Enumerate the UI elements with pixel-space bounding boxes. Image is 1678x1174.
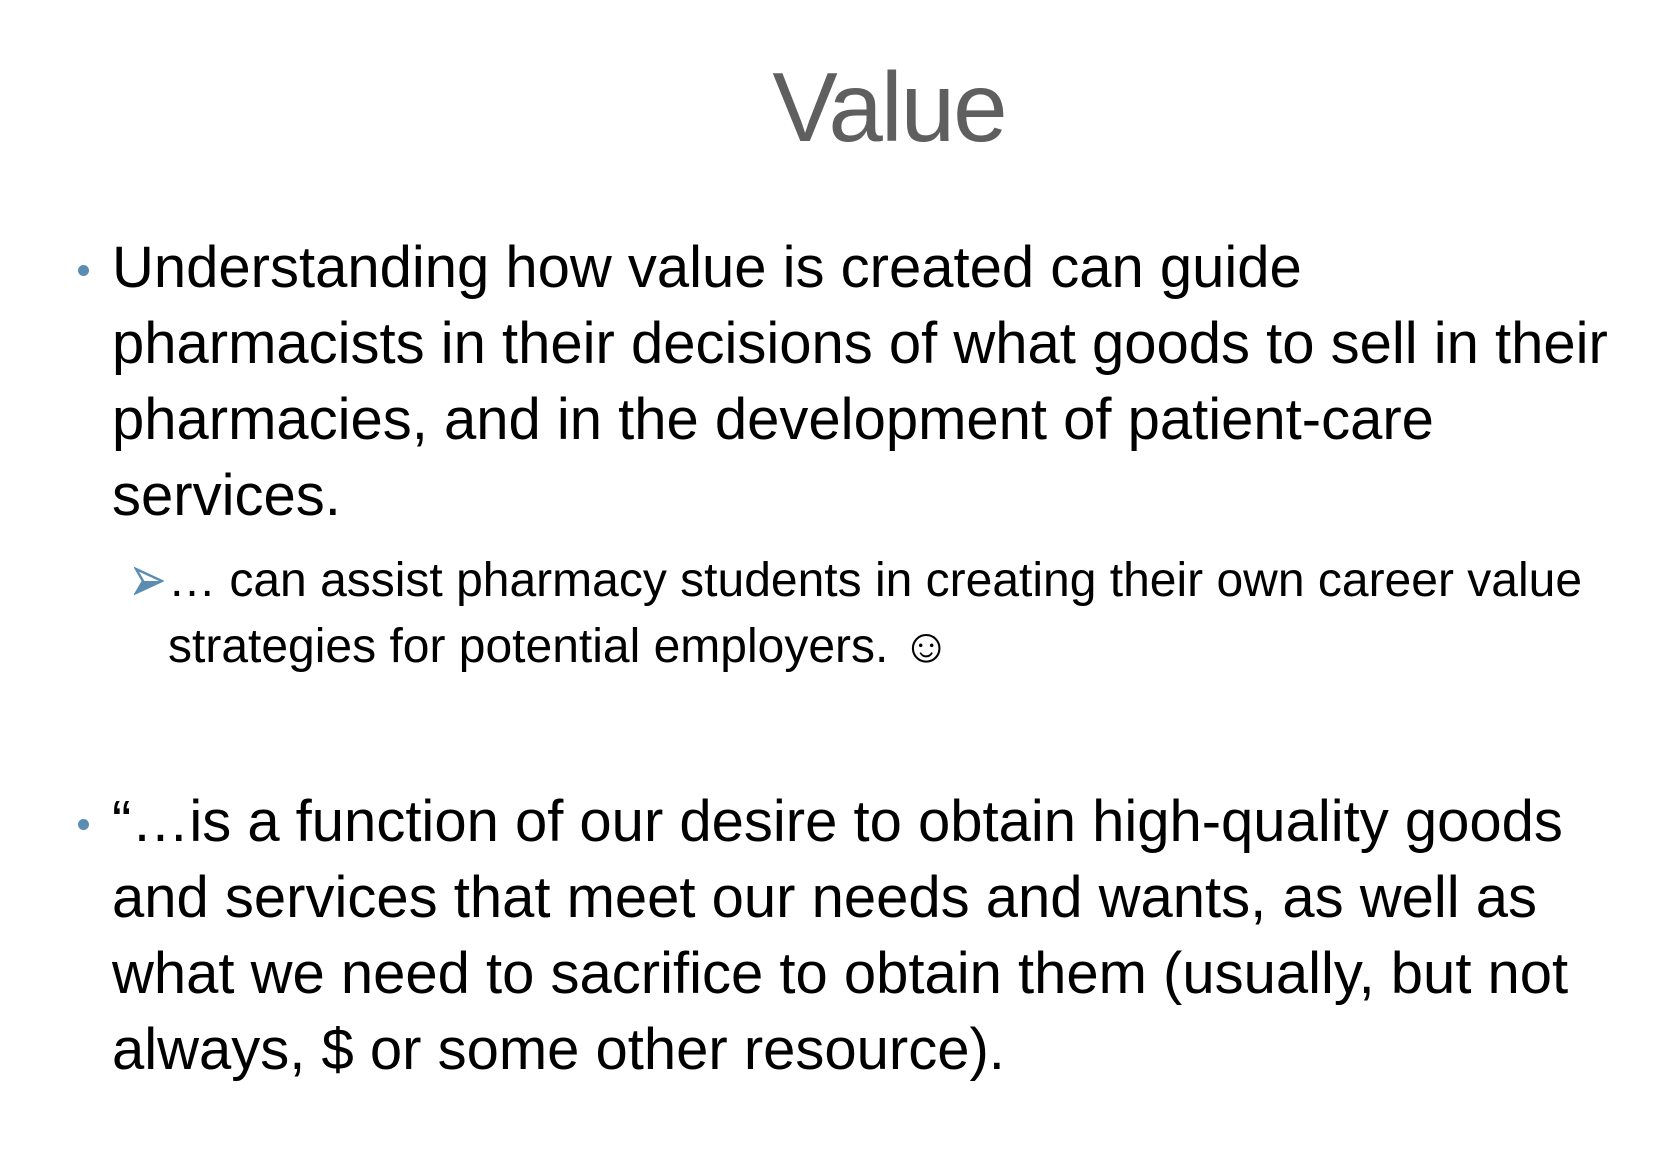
slide-title: Value [772,52,1006,162]
round-dot-icon [78,265,89,276]
bullet-text: “…is a function of our desire to obtain high-quality goods and services that meet our needs and wants, as well as what we need to sacrifice to obtain them (usually, but not always, $ or some other resource). [112,789,1569,1082]
arrowhead-icon [134,566,164,596]
sub-bullet-item-students [134,548,1614,680]
round-dot-icon [78,819,89,830]
bullet-item-understanding [112,230,1612,534]
bullet-item-function-quote [112,784,1612,1088]
sub-bullet-text: … can assist pharmacy students in creating their own career value strategies for potential employers. ☺ [168,554,1583,673]
bullet-text: Understanding how value is created can guide pharmacists in their decisions of what goods to sell in their pharmacies, and in the development of patient-care services. [112,235,1608,528]
